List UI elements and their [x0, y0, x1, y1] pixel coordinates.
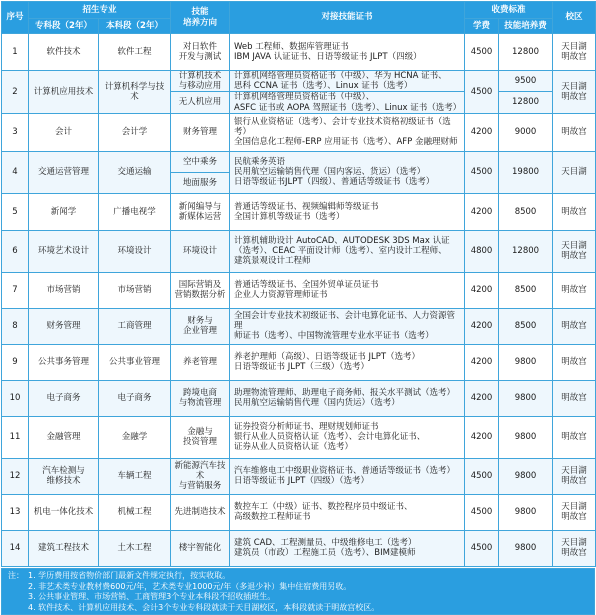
row-campus: 天目湖 明故宫 [553, 71, 596, 114]
row-campus: 明故宫 [553, 272, 596, 308]
row-campus: 明故宫 [553, 416, 596, 458]
row-junior-major: 会计 [29, 113, 99, 151]
row-junior-major: 金融管理 [29, 416, 99, 458]
row-tuition: 4800 [465, 230, 499, 272]
row-bachelor-major: 金融学 [99, 416, 171, 458]
table-row [2, 530, 596, 566]
row-tuition: 4500 [465, 34, 499, 71]
row-certificates: 计算机辅助设计 AutoCAD、AUTODESK 3DS Max 认证 （选考）、CEAC 平面设计师（选考）、室内设计工程师、 建筑景观设计工程师 [230, 230, 465, 272]
row-junior-major: 电子商务 [29, 380, 99, 416]
notes-box [1, 568, 595, 615]
table-row [2, 272, 596, 308]
row-junior-major: 汽车检测与 维修技术 [29, 458, 99, 494]
row-campus: 明故宫 [553, 344, 596, 380]
row-tuition: 4500 [465, 530, 499, 566]
row-bachelor-major: 环境设计 [99, 230, 171, 272]
table-row [2, 113, 596, 151]
row-campus: 天目湖 明故宫 [553, 230, 596, 272]
notes-row [8, 571, 588, 614]
row-skill-fee: 9000 [499, 113, 553, 151]
col-index: 序号 [2, 2, 29, 34]
row-bachelor-major: 工商管理 [99, 308, 171, 344]
col-cert: 对接技能证书 [230, 2, 465, 34]
row-skill-direction: 地面服务 [171, 172, 230, 193]
row-index: 5 [2, 193, 29, 230]
row-certificates: 助理物流管理师、助理电子商务师、报关水平测试（选考） 民用航空运输销售代理（国内货运）（选考） [230, 380, 465, 416]
row-index: 13 [2, 494, 29, 530]
table-row [2, 308, 596, 344]
table-row [2, 151, 596, 172]
row-index: 4 [2, 151, 29, 193]
row-campus: 天目湖 明故宫 [553, 530, 596, 566]
row-tuition: 4500 [465, 71, 499, 114]
row-bachelor-major: 车辆工程 [99, 458, 171, 494]
row-index: 6 [2, 230, 29, 272]
row-campus: 天目湖 明故宫 [553, 458, 596, 494]
row-skill-direction: 跨境电商 与物流管理 [171, 380, 230, 416]
col-skill-fee: 技能培养费 [499, 19, 553, 34]
fee-table [1, 1, 596, 567]
row-certificates: 证券投资分析师证书、理财规划师证书 银行从业人员资格认证（选考）、会计电算化证书、 证券从业人员资格认证（选考） [230, 416, 465, 458]
row-tuition: 4200 [465, 272, 499, 308]
row-tuition: 4200 [465, 113, 499, 151]
row-skill-direction: 楼宇智能化 [171, 530, 230, 566]
row-junior-major: 建筑工程技术 [29, 530, 99, 566]
row-junior-major: 计算机应用技术 [29, 71, 99, 114]
col-tuition: 学费 [465, 19, 499, 34]
note-line: 4. 软件技术、计算机应用技术、会计3个专业专科段就读于天目湖校区，本科段就读于明故宫校区。 [28, 603, 380, 613]
row-tuition: 4500 [465, 458, 499, 494]
row-skill-direction: 财务与 企业管理 [171, 308, 230, 344]
row-bachelor-major: 机械工程 [99, 494, 171, 530]
row-index: 1 [2, 34, 29, 71]
note-line: 2. 非艺术类专业教材费600元/年，艺术类专业1000元/年（多退少补）集中住宿费用另收。 [28, 581, 352, 591]
row-bachelor-major: 土木工程 [99, 530, 171, 566]
page [0, 1, 596, 613]
row-skill-direction: 新能源汽车技术 与营销服务 [171, 458, 230, 494]
row-certificates: 养老护理师（高级）、日语等级证书 JLPT（选考） 日语等级证书 JLPT（三级）（选考） [230, 344, 465, 380]
row-campus: 明故宫 [553, 113, 596, 151]
row-campus: 明故宫 [553, 308, 596, 344]
row-index: 8 [2, 308, 29, 344]
row-tuition: 4200 [465, 193, 499, 230]
col-bachelor: 本科段（2年） [99, 19, 171, 34]
row-campus: 天目湖 [553, 151, 596, 193]
row-certificates: 普通话等级证书、全国外贸单证员证书 企业人力资源管理师证书 [230, 272, 465, 308]
row-certificates: 全国会计专业技术初级证书、会计电算化证书、人力资源管理 师证书（选考）、中国物流管理专业水平证书（选考） [230, 308, 465, 344]
row-skill-fee: 9800 [499, 416, 553, 458]
col-campus: 校区 [553, 2, 596, 34]
notes-label: 注： [8, 570, 24, 580]
row-junior-major: 交通运营管理 [29, 151, 99, 193]
row-skill-direction: 新闻编导与 新媒体运营 [171, 193, 230, 230]
row-tuition: 4500 [465, 494, 499, 530]
row-campus: 明故宫 [553, 380, 596, 416]
row-junior-major: 环境艺术设计 [29, 230, 99, 272]
row-certificates: 民航乘务英语 民用航空运输销售代理（国内客运、货运）（选考） 日语等级证书JLPT（四级）、普通话等级证书（选考） [230, 151, 465, 193]
row-skill-fee: 8500 [499, 193, 553, 230]
row-skill-direction: 金融与 投资管理 [171, 416, 230, 458]
row-index: 2 [2, 71, 29, 114]
row-certificates: 数控车工（中级）证书、数控程序员中级证书、 高级数控工程师证书 [230, 494, 465, 530]
row-campus: 天目湖 明故宫 [553, 34, 596, 71]
table-row [2, 193, 596, 230]
row-skill-fee: 9800 [499, 458, 553, 494]
row-index: 3 [2, 113, 29, 151]
row-junior-major: 软件技术 [29, 34, 99, 71]
row-tuition: 4200 [465, 308, 499, 344]
row-skill-fee: 12800 [499, 92, 553, 113]
table-row [2, 458, 596, 494]
row-bachelor-major: 广播电视学 [99, 193, 171, 230]
row-skill-fee: 19800 [499, 151, 553, 193]
row-skill-direction: 养老管理 [171, 344, 230, 380]
row-skill-fee: 9500 [499, 71, 553, 92]
row-skill-direction: 先进制造技术 [171, 494, 230, 530]
table-row [2, 34, 596, 71]
table-row [2, 380, 596, 416]
col-skill-dir [171, 2, 230, 34]
row-index: 7 [2, 272, 29, 308]
row-skill-fee: 9800 [499, 494, 553, 530]
table-row [2, 416, 596, 458]
row-index: 11 [2, 416, 29, 458]
row-skill-fee: 8500 [499, 308, 553, 344]
row-skill-direction: 空中乘务 [171, 151, 230, 172]
row-index: 12 [2, 458, 29, 494]
row-skill-fee: 9800 [499, 530, 553, 566]
table-row [2, 344, 596, 380]
row-bachelor-major: 会计学 [99, 113, 171, 151]
row-junior-major: 市场营销 [29, 272, 99, 308]
row-index: 10 [2, 380, 29, 416]
row-bachelor-major: 计算机科学与技术 [99, 71, 171, 114]
row-certificates: 汽车维修电工中级职业资格证书、普通话等级证书（选考） 日语等级证书 JLPT（四级）（选考） [230, 458, 465, 494]
row-junior-major: 新闻学 [29, 193, 99, 230]
row-tuition: 4200 [465, 416, 499, 458]
row-certificates: 普通话等级证书、视频编辑师等级证书 全国计算机等级证书（选考） [230, 193, 465, 230]
col-skill-dir-label: 技能 培养方向 [183, 7, 218, 28]
row-junior-major: 财务管理 [29, 308, 99, 344]
row-bachelor-major: 电子商务 [99, 380, 171, 416]
row-junior-major: 公共事务管理 [29, 344, 99, 380]
row-tuition: 4200 [465, 380, 499, 416]
row-skill-direction: 国际营销及 营销数据分析 [171, 272, 230, 308]
row-skill-fee: 9800 [499, 344, 553, 380]
row-certificates: 计算机网络管理员资格证书（中级）、 ASFC 证书或 AOPA 驾照证书（选考）、Linux 证书（选考） [230, 92, 465, 113]
row-skill-fee: 12800 [499, 34, 553, 71]
row-skill-direction: 环境设计 [171, 230, 230, 272]
row-skill-direction: 对日软件 开发与测试 [171, 34, 230, 71]
note-line: 1. 学历费用按省物价部门最新文件规定执行，按实收取。 [28, 570, 231, 580]
row-tuition: 4500 [465, 151, 499, 193]
row-certificates: 计算机网络管理员资格证书（中级）、华为 HCNA 证书、 思科 CCNA 证书（选考）、Linux 证书（选考） [230, 71, 465, 92]
row-campus: 天目湖 明故宫 [553, 494, 596, 530]
row-bachelor-major: 公共事业管理 [99, 344, 171, 380]
row-skill-direction: 财务管理 [171, 113, 230, 151]
row-certificates: 建筑 CAD、工程测量员、中级维修电工（选考） 建筑员（市政）工程施工员（选考）、BIM建模师 [230, 530, 465, 566]
row-skill-fee: 12800 [499, 230, 553, 272]
col-enroll-group: 招生专业 [29, 2, 171, 19]
row-skill-fee: 8500 [499, 272, 553, 308]
table-row [2, 230, 596, 272]
row-bachelor-major: 软件工程 [99, 34, 171, 71]
row-index: 14 [2, 530, 29, 566]
row-bachelor-major: 市场营销 [99, 272, 171, 308]
row-certificates: Web 工程师、数据库管理证书 IBM JAVA 认证证书、日语等级证书 JLPT（四级） [230, 34, 465, 71]
notes-lines [28, 571, 379, 614]
row-skill-fee: 9800 [499, 380, 553, 416]
col-fee-group: 收费标准 [465, 2, 553, 19]
row-tuition: 4200 [465, 344, 499, 380]
row-junior-major: 机电一体化技术 [29, 494, 99, 530]
table-row [2, 71, 596, 92]
table-body [2, 34, 596, 567]
row-skill-direction: 无人机应用 [171, 92, 230, 113]
row-certificates: 银行从业资格证（选考）、会计专业技术资格初级证书（选考） 全国信息化工程师-ERP 应用证书（选考）、AFP 金融理财师 [230, 113, 465, 151]
row-bachelor-major: 交通运输 [99, 151, 171, 193]
note-line: 3. 公共事业管理、市场营销、工商管理3个专业本科段不招收插班生。 [28, 592, 276, 602]
table-row [2, 494, 596, 530]
col-junior: 专科段（2年） [29, 19, 99, 34]
row-index: 9 [2, 344, 29, 380]
row-campus: 明故宫 [553, 193, 596, 230]
row-skill-direction: 计算机技术 与移动应用 [171, 71, 230, 92]
